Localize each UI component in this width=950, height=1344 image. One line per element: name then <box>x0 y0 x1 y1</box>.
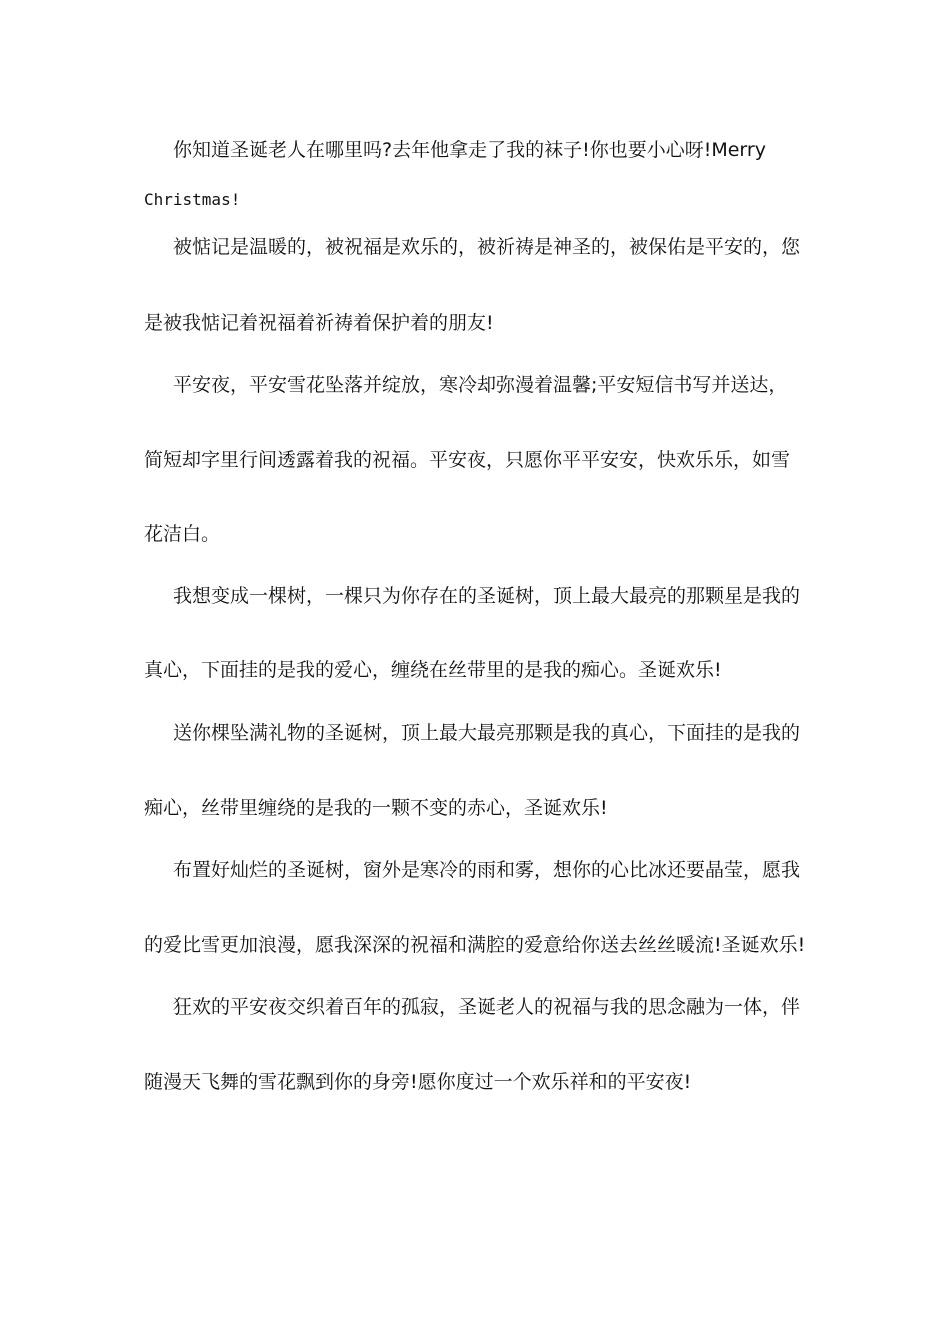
paragraph-1-line-1: 你知道圣诞老人在哪里吗?去年他拿走了我的袜子!你也要小心呀!Merry <box>173 139 766 161</box>
paragraph-6-line-2: 的爱比雪更加浪漫，愿我深深的祝福和满腔的爱意给你送去丝丝暖流!圣诞欢乐! <box>144 934 806 956</box>
paragraph-7-line-2: 随漫天飞舞的雪花飘到你的身旁!愿你度过一个欢乐祥和的平安夜! <box>144 1071 692 1093</box>
paragraph-4-line-2: 真心，下面挂的是我的爱心，缠绕在丝带里的是我的痴心。圣诞欢乐! <box>144 659 722 681</box>
paragraph-4-line-1: 我想变成一棵树，一棵只为你存在的圣诞树，顶上最大最亮的那颗星是我的 <box>173 585 801 607</box>
paragraph-3-line-1: 平安夜，平安雪花坠落并绽放，寒冷却弥漫着温馨;平安短信书写并送达， <box>173 374 788 396</box>
paragraph-1-line-2: Christmas! <box>144 190 241 209</box>
paragraph-3-line-3: 花洁白。 <box>144 523 221 545</box>
paragraph-3-line-2: 简短却字里行间透露着我的祝福。平安夜，只愿你平平安安，快欢乐乐，如雪 <box>144 449 791 471</box>
paragraph-2-line-1: 被惦记是温暖的，被祝福是欢乐的，被祈祷是神圣的，被保佑是平安的，您 <box>173 236 801 258</box>
paragraph-7-line-1: 狂欢的平安夜交织着百年的孤寂，圣诞老人的祝福与我的思念融为一体，伴 <box>173 996 801 1018</box>
paragraph-2-line-2: 是被我惦记着祝福着祈祷着保护着的朋友! <box>144 312 494 334</box>
paragraph-6-line-1: 布置好灿烂的圣诞树，窗外是寒冷的雨和雾，想你的心比冰还要晶莹，愿我 <box>173 859 801 881</box>
paragraph-5-line-1: 送你棵坠满礼物的圣诞树，顶上最大最亮那颗是我的真心，下面挂的是我的 <box>173 722 801 744</box>
paragraph-5-line-2: 痴心，丝带里缠绕的是我的一颗不变的赤心，圣诞欢乐! <box>144 797 608 819</box>
